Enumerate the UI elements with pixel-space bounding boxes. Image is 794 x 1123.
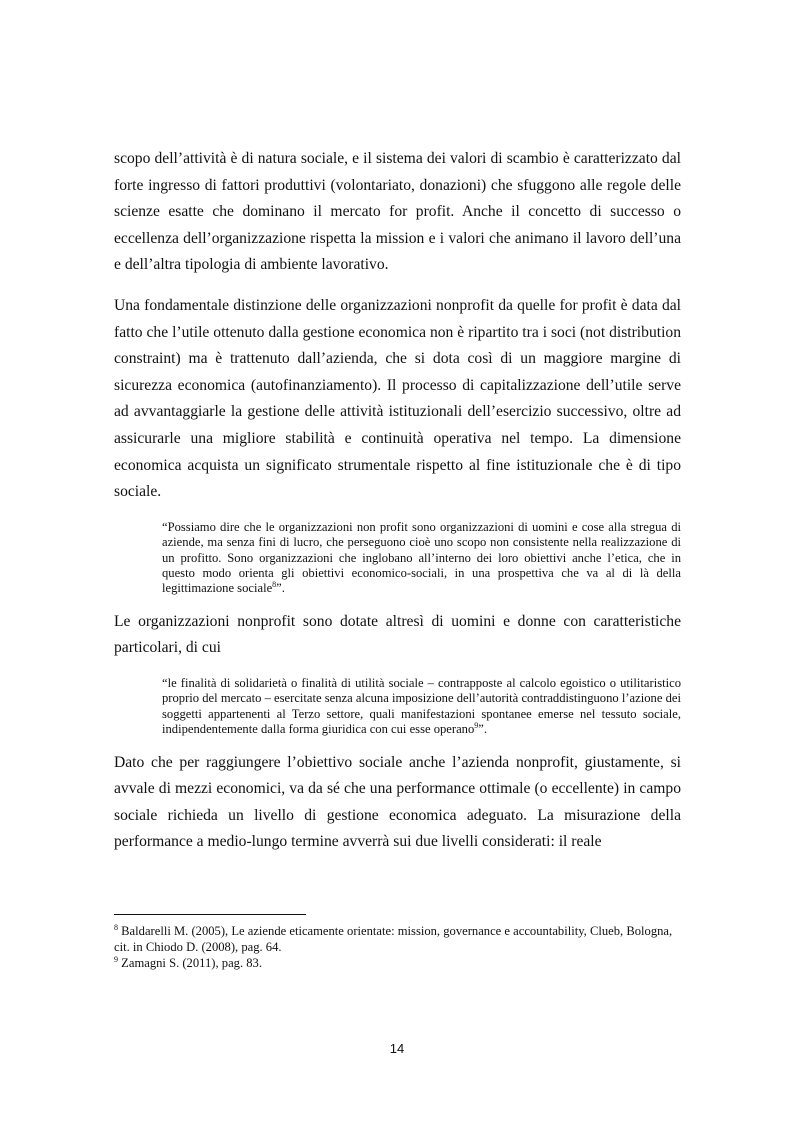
quote-text: “le finalità di solidarietà o finalità di utilità sociale – contrapposte al calcolo egoistico o utilitaristico proprio del mercato – esercitate senza alcuna imposizione dell’autorità contraddistinguono l’azione dei soggetti appartenenti al Terzo settore, quali manifestazioni spontanee emerse nel tessuto sociale, indipendentemente dalla forma giuridica con cui esse operano xyxy=(162,675,681,737)
footnote-text: Baldarelli M. (2005), Le aziende eticamente orientate: mission, governance e accountability, Clueb, Bologna, cit. in Chiodo D. (2008), pag. 64. xyxy=(114,924,673,954)
footnote-9 xyxy=(114,956,681,972)
quote-closing: ”. xyxy=(478,722,488,737)
paragraph-2: Una fondamentale distinzione delle organizzazioni nonprofit da quelle for profit è data dal fatto che l’utile ottenuto dalla gestione economica non è ripartito tra i soci (not distribution constraint) ma è trattenuto dall’azienda, che si dota così di un maggiore margine di sicurezza economica (autofinanziamento). Il processo di capitalizzazione dell’utile serve ad avvantaggiarle la gestione delle attività istituzionali dell’esercizio successivo, oltre ad assicurarle una migliore stabilità e continuità operativa nel tempo. La dimensione economica acquista un significato strumentale rispetto al fine istituzionale che è di tipo sociale. xyxy=(114,296,681,501)
block-quote-1 xyxy=(162,520,681,597)
quote-text: “Possiamo dire che le organizzazioni non profit sono organizzazioni di uomini e cose alla stregua di aziende, ma senza fini di lucro, che perseguono cioè uno scopo non consistente nella realizzazione di un profitto. Sono organizzazioni che inglobano all’interno dei loro obiettivi anche l’etica, che in questo modo orienta gli obiettivi economico-sociali, in una prospettiva che va al di là della legittimazione sociale xyxy=(162,519,681,596)
footnote-number: 8 xyxy=(114,922,118,932)
footnote-reference: 8 xyxy=(272,580,277,590)
footnote-number: 9 xyxy=(114,954,118,964)
block-quote-2 xyxy=(162,676,681,738)
page-number: 14 xyxy=(389,1041,405,1056)
footnote-reference: 9 xyxy=(474,720,479,730)
footnote-text: Zamagni S. (2011), pag. 83. xyxy=(121,955,262,970)
page-body xyxy=(114,146,681,870)
quote-closing: ”. xyxy=(276,581,285,596)
footnotes xyxy=(114,924,681,971)
paragraph-4: Dato che per raggiungere l’obiettivo sociale anche l’azienda nonprofit, giustamente, si avvale di mezzi economici, va da sé che una performance ottimale (o eccellente) in campo sociale richieda un livello di gestione economica adeguato. La misurazione della performance a medio-lungo termine avverrà sui due livelli considerati: il reale xyxy=(114,753,681,851)
paragraph-3: Le organizzazioni nonprofit sono dotate altresì di uomini e donne con caratteristiche particolari, di cui xyxy=(114,612,681,657)
footnote-separator xyxy=(114,914,306,915)
paragraph-1: scopo dell’attività è di natura sociale, e il sistema dei valori di scambio è caratterizzato dal forte ingresso di fattori produttivi (volontariato, donazioni) che sfuggono alle regole delle scienze esatte che dominano il mercato for profit. Anche il concetto di successo o eccellenza dell’organizzazione rispetta la mission e i valori che animano il lavoro dell’una e dell’altra tipologia di ambiente lavorativo. xyxy=(114,150,681,274)
footnote-8 xyxy=(114,924,681,956)
